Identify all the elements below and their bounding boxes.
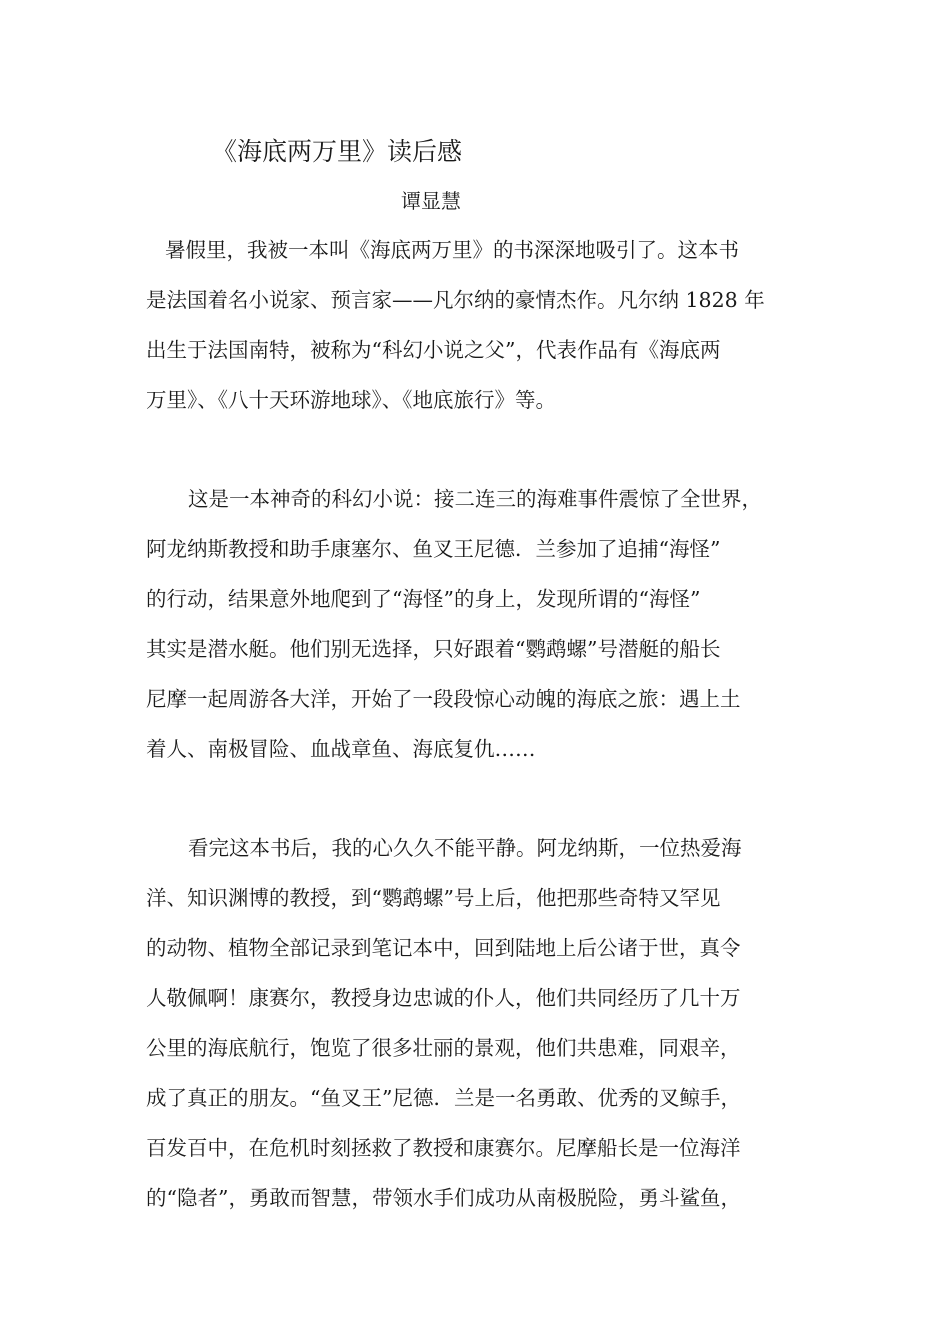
- paragraph-line: 公里的海底航行，饱览了很多壮丽的景观，他们共患难，同艰辛，: [146, 1036, 741, 1060]
- paragraph-line: 着人、南极冒险、血战章鱼、海底复仇……: [146, 737, 536, 761]
- paragraph-line: 其实是潜水艇。他们别无选择，只好跟着“鹦鹉螺”号潜艇的船长: [146, 637, 721, 661]
- paragraph-line: 出生于法国南特，被称为“科幻小说之父”，代表作品有《海底两: [146, 338, 721, 362]
- paragraph-line: 是法国着名小说家、预言家——凡尔纳的豪情杰作。凡尔纳 1828 年: [146, 288, 765, 312]
- paragraph-line: 成了真正的朋友。“鱼叉王”尼德．兰是一名勇敢、优秀的叉鲸手，: [146, 1086, 741, 1110]
- paragraph-line: 的“隐者”，勇敢而智慧，带领水手们成功从南极脱险，勇斗鲨鱼，: [146, 1186, 741, 1210]
- paragraph-line: 人敬佩啊！康赛尔，教授身边忠诚的仆人，他们共同经历了几十万: [146, 986, 741, 1010]
- paragraph-line: 百发百中，在危机时刻拯救了教授和康赛尔。尼摩船长是一位海洋: [146, 1136, 741, 1160]
- paragraph-line: 的动物、植物全部记录到笔记本中，回到陆地上后公诸于世，真令: [146, 936, 741, 960]
- paragraph-line: 看完这本书后，我的心久久不能平静。阿龙纳斯，一位热爱海: [188, 836, 742, 860]
- paragraph-line: 尼摩一起周游各大洋，开始了一段段惊心动魄的海底之旅：遇上土: [146, 687, 741, 711]
- paragraph-line: 洋、知识渊博的教授，到“鹦鹉螺”号上后，他把那些奇特又罕见: [146, 886, 721, 910]
- document-title: 《海底两万里》读后感: [212, 137, 463, 166]
- paragraph-line: 万里》、《八十天环游地球》、《地底旅行》等。: [146, 388, 556, 412]
- paragraph-line: 这是一本神奇的科幻小说：接二连三的海难事件震惊了全世界，: [188, 487, 762, 511]
- paragraph-line: 阿龙纳斯教授和助手康塞尔、鱼叉王尼德．兰参加了追捕“海怪”: [146, 537, 721, 561]
- paragraph-line: 暑假里，我被一本叫《海底两万里》的书深深地吸引了。这本书: [165, 238, 739, 262]
- author-name: 谭显慧: [401, 189, 461, 213]
- paragraph-line: 的行动，结果意外地爬到了“海怪”的身上，发现所谓的“海怪”: [146, 587, 701, 611]
